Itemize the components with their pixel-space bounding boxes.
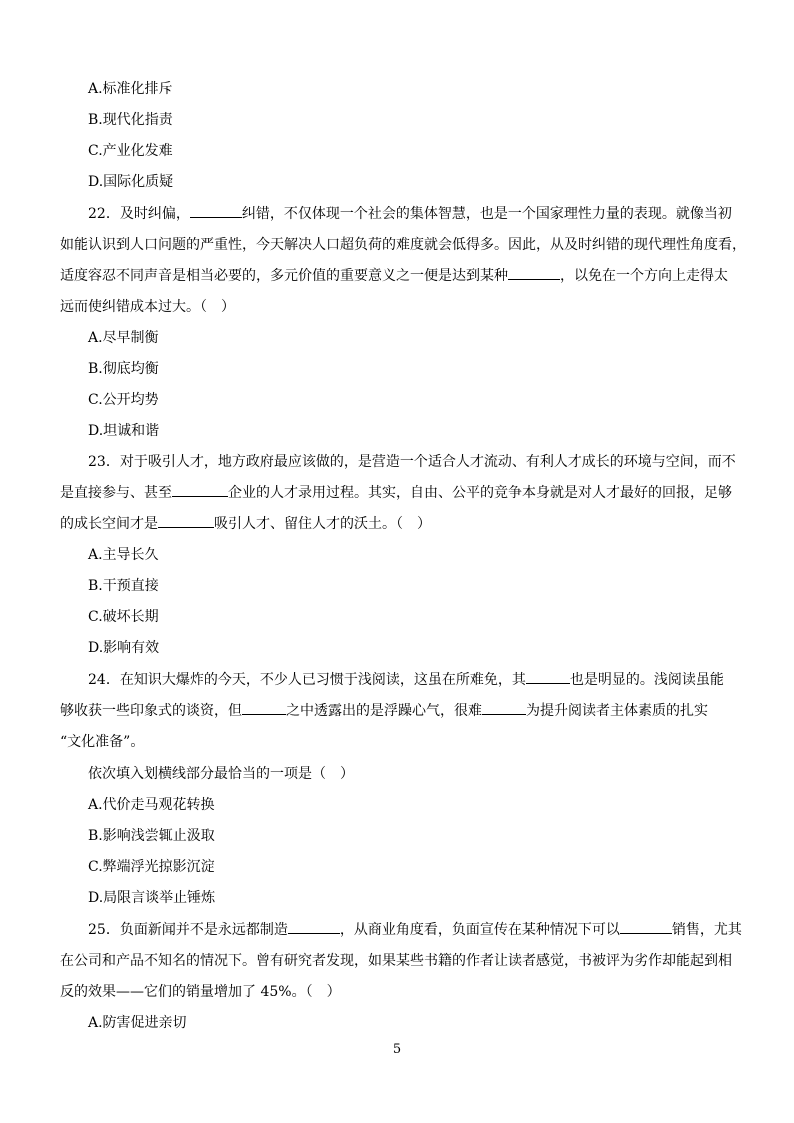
fill-blank: [288, 920, 340, 934]
q24-stem-line-2: 够收获一些印象式的谈资，但 之中透露出的是浮躁心气，很难 为提升阅读者主体素质的扎实: [60, 703, 708, 719]
fill-blank: [526, 670, 570, 684]
q23-option-d: D.影响有效: [88, 640, 160, 656]
q23-option-c: C.破坏长期: [88, 609, 159, 625]
fill-blank: [172, 483, 228, 497]
q23-option-a: A.主导长久: [88, 547, 159, 563]
q25-stem-line-2: 在公司和产品不知名的情况下。曾有研究者发现，如果某些书籍的作者让读者感觉，书被评为劣作却能起到相: [60, 953, 732, 969]
fill-blank: [508, 266, 560, 280]
q25-stem-line-3: 反的效果——它们的销量增加了 45%。（ ）: [60, 984, 341, 1000]
fill-blank: [620, 920, 672, 934]
q22-option-d: D.坦诚和谐: [88, 423, 160, 439]
q24-option-a: A.代价走马观花转换: [88, 797, 215, 813]
q22-stem-line-2: 如能认识到人口问题的严重性，今天解决人口超负荷的难度就会低得多。因此，从及时纠错的现代理性角度看，: [60, 237, 746, 253]
q21-option-a: A.标准化排斥: [88, 81, 173, 97]
fill-blank: [190, 204, 242, 218]
q24-option-b: B.影响浅尝辄止汲取: [88, 828, 215, 844]
q23-stem-line-3: 的成长空间才是 吸引人才、留住人才的沃土。（ ）: [60, 516, 431, 532]
fill-blank: [158, 514, 214, 528]
page-number: 5: [392, 1042, 402, 1057]
q23-option-b: B.干预直接: [88, 578, 159, 594]
q21-option-b: B.现代化指责: [88, 112, 173, 128]
q22-stem-line-1: 22．及时纠偏， 纠错，不仅体现一个社会的集体智慧，也是一个国家理性力量的表现。就像当初: [88, 206, 732, 222]
q24-option-c: C.弊端浮光掠影沉淀: [88, 859, 215, 875]
fill-blank: [482, 701, 526, 715]
q24-stem-line-1: 24．在知识大爆炸的今天，不少人已习惯于浅阅读，这虽在所难免，其 也是明显的。浅阅读虽能: [88, 672, 724, 688]
q21-option-d: D.国际化质疑: [88, 174, 174, 190]
q23-stem-line-2: 是直接参与、甚至 企业的人才录用过程。其实，自由、公平的竞争本身就是对人才最好的回报，足够: [60, 485, 732, 501]
q22-option-a: A.尽早制衡: [88, 330, 159, 346]
q25-stem-line-1: 25．负面新闻并不是永远都制造 ，从商业角度看，负面宣传在某种情况下可以 销售，尤其: [88, 922, 742, 938]
q25-option-a: A.防害促进亲切: [88, 1015, 187, 1031]
q21-option-c: C.产业化发难: [88, 143, 173, 159]
q22-option-c: C.公开均势: [88, 392, 159, 408]
q24-prompt: 依次填入划横线部分最恰当的一项是（ ）: [88, 766, 354, 782]
q22-stem-line-4: 远而使纠错成本过大。（ ）: [60, 299, 235, 315]
q22-stem-line-3: 适度容忍不同声音是相当必要的，多元价值的重要意义之一便是达到某种 ，以免在一个方向上走得太: [60, 268, 728, 284]
fill-blank: [242, 701, 286, 715]
q22-option-b: B.彻底均衡: [88, 361, 159, 377]
q23-stem-line-1: 23．对于吸引人才，地方政府最应该做的，是营造一个适合人才流动、有利人才成长的环境与空间，而不: [88, 454, 736, 470]
q24-stem-line-3: “文化准备”。: [60, 734, 145, 750]
q24-option-d: D.局限言谈举止锤炼: [88, 890, 216, 906]
